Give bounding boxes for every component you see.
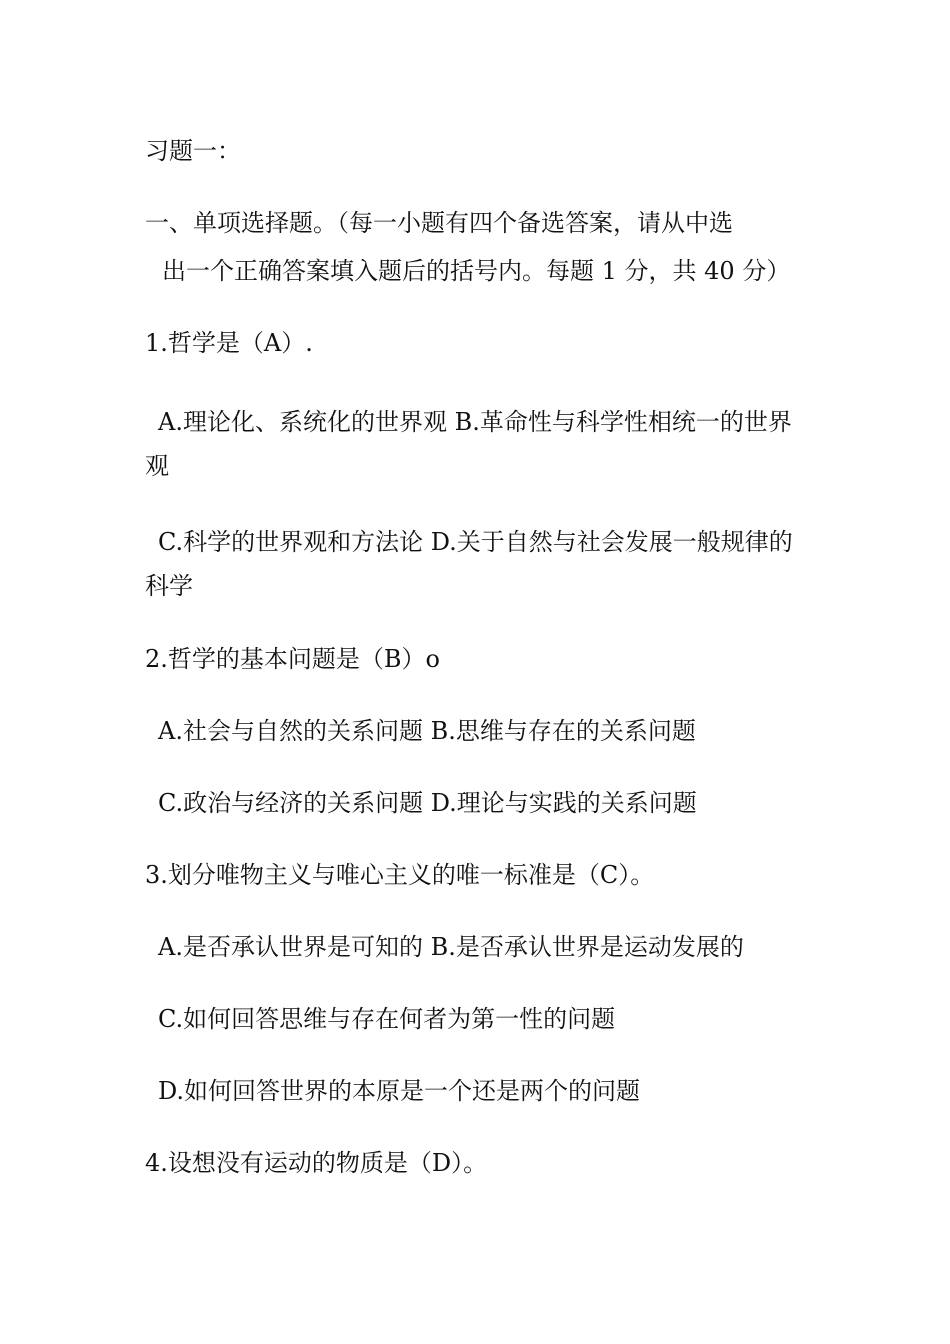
question-1-options-cd: C.科学的世界观和方法论 D.关于自然与社会发展一般规律的科学 (145, 528, 793, 600)
section-heading-line1: 一、单项选择题。（每一小题有四个备选答案，请从中选 (145, 209, 733, 237)
question-2-options-ab: A.社会与自然的关系问题 B.思维与存在的关系问题 (158, 717, 696, 745)
question-1-options-ab: A.理论化、系统化的世界观 B.革命性与科学性相统一的世界观 (145, 408, 792, 480)
exercise-title: 习题一： (145, 137, 241, 165)
question-3-option-c: C.如何回答思维与存在何者为第一性的问题 (158, 1005, 616, 1033)
question-3-options-ab: A.是否承认世界是可知的 B.是否承认世界是运动发展的 (158, 933, 744, 961)
question-1-stem: 1.哲学是（A）. (145, 329, 313, 357)
question-3-stem: 3.划分唯物主义与唯心主义的唯一标准是（C）。 (145, 861, 655, 889)
question-4-stem: 4.设想没有运动的物质是（D）。 (145, 1149, 488, 1177)
question-2-options-cd: C.政治与经济的关系问题 D.理论与实践的关系问题 (158, 789, 697, 817)
question-3-option-d: D.如何回答世界的本原是一个还是两个的问题 (158, 1077, 641, 1105)
section-heading-line2: 出一个正确答案填入题后的括号内。每题 1 分，共 40 分） (162, 257, 791, 285)
question-2-stem: 2.哲学的基本问题是（B）o (145, 645, 440, 673)
